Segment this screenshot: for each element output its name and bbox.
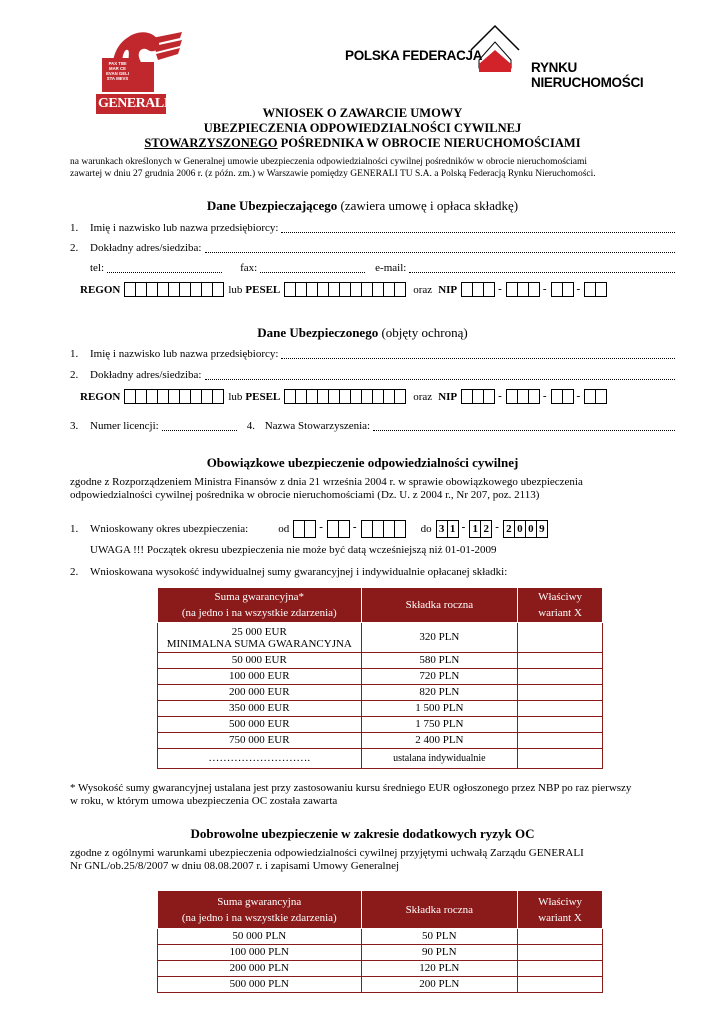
voluntary-text: zgodne z ogólnymi warunkami ubezpieczenia odpowiedzialności cywilnej przyjętymi uchwałą Zarządu GENERALI Nr GNL/ob.25/8/2007 w dniu 08.08.2007 r. i zapisami Umowy Generalnej xyxy=(70,847,584,872)
insurer-contact-row: tel: fax: e-mail: xyxy=(90,262,675,274)
logo-book-line: MAR xyxy=(109,66,119,71)
table-row: 500 000 EUR 1 750 PLN xyxy=(158,717,603,733)
logo-book-line: GELI xyxy=(118,71,129,76)
insured-ids-row: REGON lub PESEL oraz NIP - - - xyxy=(80,389,606,404)
table-row: 200 000 PLN 120 PLN xyxy=(158,961,603,977)
insured-name-field[interactable] xyxy=(281,348,675,359)
generali-logo xyxy=(92,18,192,118)
pfrn-line2: RYNKU NIERUCHOMOŚCI xyxy=(531,60,644,90)
pfrn-line1: POLSKA FEDERACJA xyxy=(345,48,483,63)
logo-book-line: PAX xyxy=(108,61,118,66)
variant-cell[interactable] xyxy=(518,929,603,945)
insurer-nip-boxes[interactable]: - - - xyxy=(461,282,606,297)
insurer-ids-row: REGON lub PESEL oraz NIP - - - xyxy=(80,282,606,297)
insurer-address-row[interactable]: 2. Dokładny adres/siedziba: xyxy=(70,242,675,254)
col-sum-header: Suma gwarancyjna (na jedno i na wszystkie zdarzenia) xyxy=(158,891,362,929)
table-row: 100 000 PLN 90 PLN xyxy=(158,945,603,961)
table-row: 500 000 PLN 200 PLN xyxy=(158,977,603,993)
license-number-field[interactable] xyxy=(162,420,237,431)
col-fee-header: Składka roczna xyxy=(361,891,518,929)
title-line3: STOWARZYSZONEGO POŚREDNIKA W OBROCIE NIERUCHOMOŚCIAMI xyxy=(144,136,581,150)
col-variant-header: Właściwy wariant X xyxy=(518,891,603,929)
variant-cell[interactable] xyxy=(518,669,603,685)
insured-heading: Dane Ubezpieczonego (objęty ochroną) xyxy=(257,325,468,340)
period-to-boxes[interactable]: 3 1 - 1 2 - 2 0 0 9 xyxy=(436,520,547,538)
logo-book-line: CE xyxy=(120,66,126,71)
insurer-pesel-boxes[interactable] xyxy=(284,282,405,297)
table-row: 200 000 EUR 820 PLN xyxy=(158,685,603,701)
variant-cell[interactable] xyxy=(518,749,603,769)
sum-question: 2. Wnioskowana wysokość indywidualnej sumy gwarancyjnej i indywidualnie opłacanej składki: xyxy=(70,566,508,578)
logo-book-line: STA xyxy=(106,76,115,81)
table-row: ………………………. ustalana indywidualnie xyxy=(158,749,603,769)
association-name-field[interactable] xyxy=(373,420,675,431)
mandatory-sum-table xyxy=(157,587,603,769)
variant-cell[interactable] xyxy=(518,977,603,993)
variant-cell[interactable] xyxy=(518,701,603,717)
logo-book-line: EVAN xyxy=(106,71,118,76)
table-row: 50 000 EUR 580 PLN xyxy=(158,653,603,669)
insurer-address-field[interactable] xyxy=(205,242,676,253)
table-row: 25 000 EUR MINIMALNA SUMA GWARANCYJNA 320 PLN xyxy=(158,623,603,653)
period-from-boxes[interactable]: - - xyxy=(293,520,404,538)
insured-regon-boxes[interactable] xyxy=(124,389,223,404)
insured-name-row[interactable]: 1. Imię i nazwisko lub nazwa przedsiębiorcy: xyxy=(70,348,675,360)
voluntary-heading: Dobrowolne ubezpieczenie w zakresie dodatkowych ryzyk OC xyxy=(190,826,535,841)
variant-cell[interactable] xyxy=(518,685,603,701)
insurer-heading: Dane Ubezpieczającego (zawiera umowę i opłaca składkę) xyxy=(206,198,519,213)
table-row: 750 000 EUR 2 400 PLN xyxy=(158,733,603,749)
insurer-email-field[interactable] xyxy=(409,262,675,273)
insurer-regon-boxes[interactable] xyxy=(124,282,223,297)
variant-cell[interactable] xyxy=(518,623,603,653)
period-row: 1. Wnioskowany okres ubezpieczenia: od - - do 3 1 - 1 2 - 2 0 0 9 xyxy=(70,520,547,538)
insurer-name-row[interactable]: 1. Imię i nazwisko lub nazwa przedsiębiorcy: xyxy=(70,222,675,234)
insured-address-row[interactable]: 2. Dokładny adres/siedziba: xyxy=(70,369,675,381)
col-sum-header: Suma gwarancyjna* (na jedno i na wszystkie zdarzenia) xyxy=(158,588,362,623)
col-fee-header: Składka roczna xyxy=(361,588,518,623)
intro-text: na warunkach określonych w Generalnej umowie ubezpieczenia odpowiedzialności cywilnej pośredników w obrocie nieruchomościami zawartej w dniu 27 grudnia 2006 r. (z późn. zm.) w Warszawie pomiędzy GENERALI TU S.A. a Polską Federacją Rynku Nieruchomości. xyxy=(70,157,596,179)
insured-address-field[interactable] xyxy=(205,369,676,380)
variant-cell[interactable] xyxy=(518,945,603,961)
insured-nip-boxes[interactable]: - - - xyxy=(461,389,606,404)
title-line2: UBEZPIECZENIA ODPOWIEDZIALNOŚCI CYWILNEJ xyxy=(203,121,522,135)
pfrn-logo xyxy=(345,20,675,90)
insurer-name-field[interactable] xyxy=(281,222,675,233)
table-row: 100 000 EUR 720 PLN xyxy=(158,669,603,685)
title-line1: WNIOSEK O ZAWARCIE UMOWY xyxy=(262,106,463,120)
variant-cell[interactable] xyxy=(518,653,603,669)
mandatory-heading: Obowiązkowe ubezpieczenie odpowiedzialności cywilnej xyxy=(206,455,519,470)
col-variant-header: Właściwy wariant X xyxy=(518,588,603,623)
table-row: 50 000 PLN 50 PLN xyxy=(158,929,603,945)
insurer-fax-field[interactable] xyxy=(260,262,365,273)
insured-license-row: 3. Numer licencji: 4. Nazwa Stowarzyszenia: xyxy=(70,420,675,432)
logo-book-line: MEVS xyxy=(116,76,129,81)
logo-book-line: TIBI xyxy=(118,61,127,66)
document-title xyxy=(0,106,725,151)
footnote: * Wysokość sumy gwarancyjnej ustalana jest przy zastosowaniu kursu średniego EUR ogłoszonego przez NBP po raz pierwszy w roku, w którym umowa ubezpieczenia OC została zawarta xyxy=(70,782,632,807)
insured-pesel-boxes[interactable] xyxy=(284,389,405,404)
period-warning: UWAGA !!! Początek okresu ubezpieczenia nie może być datą wcześniejszą niż 01-01-2009 xyxy=(90,544,497,556)
generali-wordmark: GENERALI xyxy=(98,96,169,111)
insurer-tel-field[interactable] xyxy=(107,262,222,273)
mandatory-text: zgodne z Rozporządzeniem Ministra Finansów z dnia 21 września 2004 r. w sprawie obowiązkowego ubezpieczenia odpowiedzialności cywilnej pośrednika w obrocie nieruchomościami (Dz. U. z 2004 r., Nr 207, poz. 2113) xyxy=(70,476,583,501)
variant-cell[interactable] xyxy=(518,717,603,733)
table-row: 350 000 EUR 1 500 PLN xyxy=(158,701,603,717)
variant-cell[interactable] xyxy=(518,733,603,749)
variant-cell[interactable] xyxy=(518,961,603,977)
voluntary-sum-table xyxy=(157,890,603,993)
